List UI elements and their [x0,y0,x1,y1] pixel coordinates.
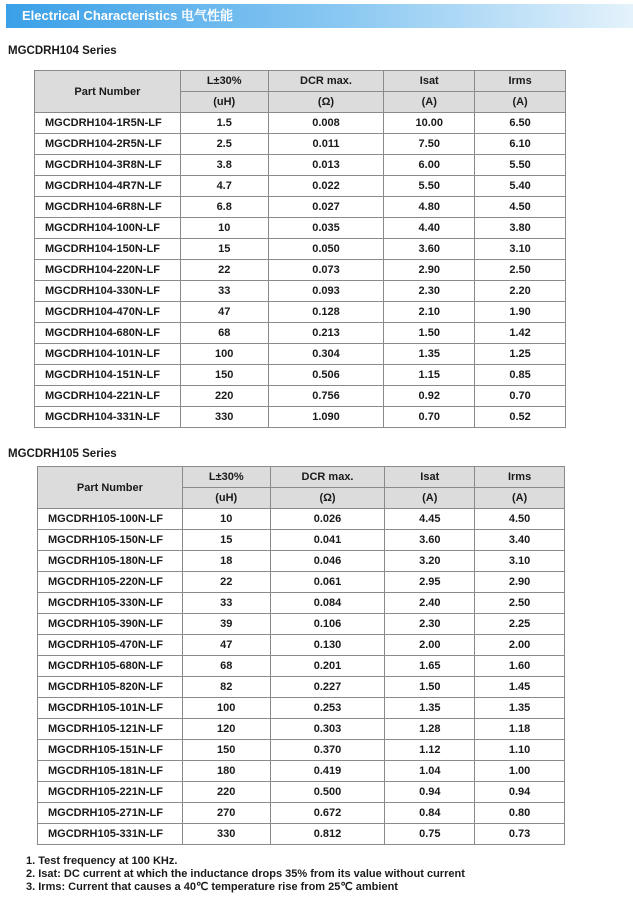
header-row [38,467,565,488]
table-row [35,239,566,260]
isat-cell: 0.70 [384,407,475,428]
isat-cell: 2.30 [385,614,475,635]
note-3: 3. Irms: Current that causes a 40℃ temperature rise from 25℃ ambient [26,881,398,893]
isat-cell: 7.50 [384,134,475,155]
inductance-cell: 47 [182,635,270,656]
dcr-cell: 0.084 [270,593,385,614]
isat-cell: 0.75 [385,824,475,845]
part-number-cell: MGCDRH104-6R8N-LF [35,197,181,218]
unit-irms: (A) [475,488,565,509]
dcr-cell: 0.008 [268,113,384,134]
unit-irms: (A) [475,92,566,113]
inductance-cell: 3.8 [180,155,268,176]
table-row [35,218,566,239]
dcr-cell: 0.506 [268,365,384,386]
col-isat: Isat [385,467,475,488]
inductance-cell: 4.7 [180,176,268,197]
unit-dcr: (Ω) [270,488,385,509]
irms-cell: 2.50 [475,260,566,281]
part-number-cell: MGCDRH104-4R7N-LF [35,176,181,197]
dcr-cell: 0.093 [268,281,384,302]
dcr-cell: 0.303 [270,719,385,740]
part-number-cell: MGCDRH104-680N-LF [35,323,181,344]
dcr-cell: 0.046 [270,551,385,572]
table-row [38,677,565,698]
irms-cell: 3.80 [475,218,566,239]
irms-cell: 3.10 [475,551,565,572]
part-number-cell: MGCDRH104-470N-LF [35,302,181,323]
irms-cell: 6.10 [475,134,566,155]
part-number-cell: MGCDRH105-820N-LF [38,677,183,698]
table-row [35,197,566,218]
col-irms: Irms [475,71,566,92]
part-number-cell: MGCDRH104-330N-LF [35,281,181,302]
table-row [38,803,565,824]
spec-table-104 [34,70,566,428]
dcr-cell: 0.500 [270,782,385,803]
irms-cell: 0.73 [475,824,565,845]
table-row [35,281,566,302]
dcr-cell: 0.227 [270,677,385,698]
part-number-cell: MGCDRH104-331N-LF [35,407,181,428]
isat-cell: 2.40 [385,593,475,614]
part-number-cell: MGCDRH105-331N-LF [38,824,183,845]
part-number-cell: MGCDRH104-150N-LF [35,239,181,260]
part-number-cell: MGCDRH105-181N-LF [38,761,183,782]
section-banner [6,4,633,28]
dcr-cell: 0.073 [268,260,384,281]
inductance-cell: 68 [180,323,268,344]
col-irms: Irms [475,467,565,488]
table-row [38,593,565,614]
table-row [38,824,565,845]
dcr-cell: 0.022 [268,176,384,197]
inductance-cell: 18 [182,551,270,572]
irms-cell: 1.60 [475,656,565,677]
dcr-cell: 0.812 [270,824,385,845]
dcr-cell: 0.061 [270,572,385,593]
isat-cell: 2.00 [385,635,475,656]
col-dcr: DCR max. [268,71,384,92]
isat-cell: 10.00 [384,113,475,134]
irms-cell: 4.50 [475,509,565,530]
irms-cell: 5.40 [475,176,566,197]
table-row [38,509,565,530]
unit-dcr: (Ω) [268,92,384,113]
dcr-cell: 0.011 [268,134,384,155]
note-1: 1. Test frequency at 100 KHz. [26,855,178,867]
isat-cell: 6.00 [384,155,475,176]
part-number-cell: MGCDRH105-180N-LF [38,551,183,572]
irms-cell: 2.25 [475,614,565,635]
part-number-cell: MGCDRH105-221N-LF [38,782,183,803]
dcr-cell: 0.672 [270,803,385,824]
table-row [35,155,566,176]
unit-isat: (A) [385,488,475,509]
part-number-cell: MGCDRH104-220N-LF [35,260,181,281]
isat-cell: 5.50 [384,176,475,197]
table-row [38,656,565,677]
isat-cell: 0.92 [384,386,475,407]
irms-cell: 1.10 [475,740,565,761]
section-title: Electrical Characteristics 电气性能 [22,8,233,23]
dcr-cell: 0.013 [268,155,384,176]
dcr-cell: 0.027 [268,197,384,218]
dcr-cell: 0.041 [270,530,385,551]
inductance-cell: 330 [180,407,268,428]
inductance-cell: 150 [182,740,270,761]
isat-cell: 3.60 [384,239,475,260]
part-number-cell: MGCDRH105-330N-LF [38,593,183,614]
table-row [38,530,565,551]
inductance-cell: 150 [180,365,268,386]
col-part-number: Part Number [38,467,183,509]
part-number-cell: MGCDRH105-680N-LF [38,656,183,677]
inductance-cell: 22 [180,260,268,281]
inductance-cell: 270 [182,803,270,824]
part-number-cell: MGCDRH104-151N-LF [35,365,181,386]
series-title-105: MGCDRH105 Series [8,448,117,460]
inductance-cell: 22 [182,572,270,593]
irms-cell: 3.40 [475,530,565,551]
irms-cell: 2.90 [475,572,565,593]
part-number-cell: MGCDRH104-101N-LF [35,344,181,365]
dcr-cell: 0.128 [268,302,384,323]
table-body-104 [35,113,566,428]
irms-cell: 1.35 [475,698,565,719]
inductance-cell: 1.5 [180,113,268,134]
isat-cell: 3.20 [385,551,475,572]
irms-cell: 1.90 [475,302,566,323]
dcr-cell: 0.756 [268,386,384,407]
table-row [38,551,565,572]
inductance-cell: 10 [182,509,270,530]
inductance-cell: 330 [182,824,270,845]
dcr-cell: 0.419 [270,761,385,782]
dcr-cell: 0.035 [268,218,384,239]
irms-cell: 0.70 [475,386,566,407]
part-number-cell: MGCDRH104-2R5N-LF [35,134,181,155]
irms-cell: 1.18 [475,719,565,740]
table-row [35,323,566,344]
irms-cell: 2.00 [475,635,565,656]
table-row [35,113,566,134]
part-number-cell: MGCDRH104-100N-LF [35,218,181,239]
inductance-cell: 220 [182,782,270,803]
col-part-number: Part Number [35,71,181,113]
irms-cell: 1.00 [475,761,565,782]
dcr-cell: 0.106 [270,614,385,635]
part-number-cell: MGCDRH104-3R8N-LF [35,155,181,176]
isat-cell: 2.90 [384,260,475,281]
dcr-cell: 0.201 [270,656,385,677]
irms-cell: 0.80 [475,803,565,824]
unit-isat: (A) [384,92,475,113]
isat-cell: 4.45 [385,509,475,530]
irms-cell: 5.50 [475,155,566,176]
part-number-cell: MGCDRH105-151N-LF [38,740,183,761]
irms-cell: 2.50 [475,593,565,614]
table-row [38,719,565,740]
inductance-cell: 10 [180,218,268,239]
col-inductance: L±30% [180,71,268,92]
series-title-104: MGCDRH104 Series [8,45,117,57]
isat-cell: 1.35 [384,344,475,365]
isat-cell: 2.30 [384,281,475,302]
isat-cell: 4.80 [384,197,475,218]
spec-table-105 [37,466,565,845]
unit-inductance: (uH) [180,92,268,113]
table-row [38,698,565,719]
part-number-cell: MGCDRH104-221N-LF [35,386,181,407]
isat-cell: 2.95 [385,572,475,593]
table-row [35,176,566,197]
dcr-cell: 1.090 [268,407,384,428]
part-number-cell: MGCDRH105-390N-LF [38,614,183,635]
part-number-cell: MGCDRH105-100N-LF [38,509,183,530]
inductance-cell: 15 [180,239,268,260]
dcr-cell: 0.304 [268,344,384,365]
irms-cell: 3.10 [475,239,566,260]
part-number-cell: MGCDRH105-121N-LF [38,719,183,740]
inductance-cell: 33 [180,281,268,302]
dcr-cell: 0.253 [270,698,385,719]
isat-cell: 0.94 [385,782,475,803]
isat-cell: 1.50 [385,677,475,698]
irms-cell: 1.45 [475,677,565,698]
table-body-105 [38,509,565,845]
table-row [35,344,566,365]
header-row [35,71,566,92]
table-row [35,134,566,155]
col-dcr: DCR max. [270,467,385,488]
dcr-cell: 0.213 [268,323,384,344]
notes [26,855,465,894]
isat-cell: 1.15 [384,365,475,386]
isat-cell: 1.12 [385,740,475,761]
isat-cell: 1.50 [384,323,475,344]
irms-cell: 2.20 [475,281,566,302]
table-row [38,614,565,635]
part-number-cell: MGCDRH104-1R5N-LF [35,113,181,134]
table-row [35,407,566,428]
inductance-cell: 120 [182,719,270,740]
inductance-cell: 82 [182,677,270,698]
inductance-cell: 15 [182,530,270,551]
inductance-cell: 100 [180,344,268,365]
col-inductance: L±30% [182,467,270,488]
table-row [35,260,566,281]
irms-cell: 6.50 [475,113,566,134]
part-number-cell: MGCDRH105-101N-LF [38,698,183,719]
table-row [38,572,565,593]
col-isat: Isat [384,71,475,92]
isat-cell: 0.84 [385,803,475,824]
irms-cell: 1.42 [475,323,566,344]
inductance-cell: 100 [182,698,270,719]
inductance-cell: 39 [182,614,270,635]
dcr-cell: 0.370 [270,740,385,761]
inductance-cell: 33 [182,593,270,614]
part-number-cell: MGCDRH105-470N-LF [38,635,183,656]
isat-cell: 2.10 [384,302,475,323]
isat-cell: 1.35 [385,698,475,719]
dcr-cell: 0.130 [270,635,385,656]
irms-cell: 1.25 [475,344,566,365]
irms-cell: 4.50 [475,197,566,218]
part-number-cell: MGCDRH105-271N-LF [38,803,183,824]
part-number-cell: MGCDRH105-220N-LF [38,572,183,593]
dcr-cell: 0.026 [270,509,385,530]
dcr-cell: 0.050 [268,239,384,260]
inductance-cell: 220 [180,386,268,407]
table-row [38,761,565,782]
isat-cell: 1.04 [385,761,475,782]
table-row [35,302,566,323]
irms-cell: 0.52 [475,407,566,428]
inductance-cell: 47 [180,302,268,323]
isat-cell: 1.28 [385,719,475,740]
inductance-cell: 2.5 [180,134,268,155]
inductance-cell: 68 [182,656,270,677]
table-row [38,635,565,656]
isat-cell: 1.65 [385,656,475,677]
unit-inductance: (uH) [182,488,270,509]
table-row [38,782,565,803]
table-row [35,386,566,407]
inductance-cell: 180 [182,761,270,782]
table-row [38,740,565,761]
inductance-cell: 6.8 [180,197,268,218]
part-number-cell: MGCDRH105-150N-LF [38,530,183,551]
irms-cell: 0.85 [475,365,566,386]
isat-cell: 3.60 [385,530,475,551]
note-2: 2. Isat: DC current at which the inductance drops 35% from its value without current [26,868,465,880]
isat-cell: 4.40 [384,218,475,239]
table-row [35,365,566,386]
irms-cell: 0.94 [475,782,565,803]
